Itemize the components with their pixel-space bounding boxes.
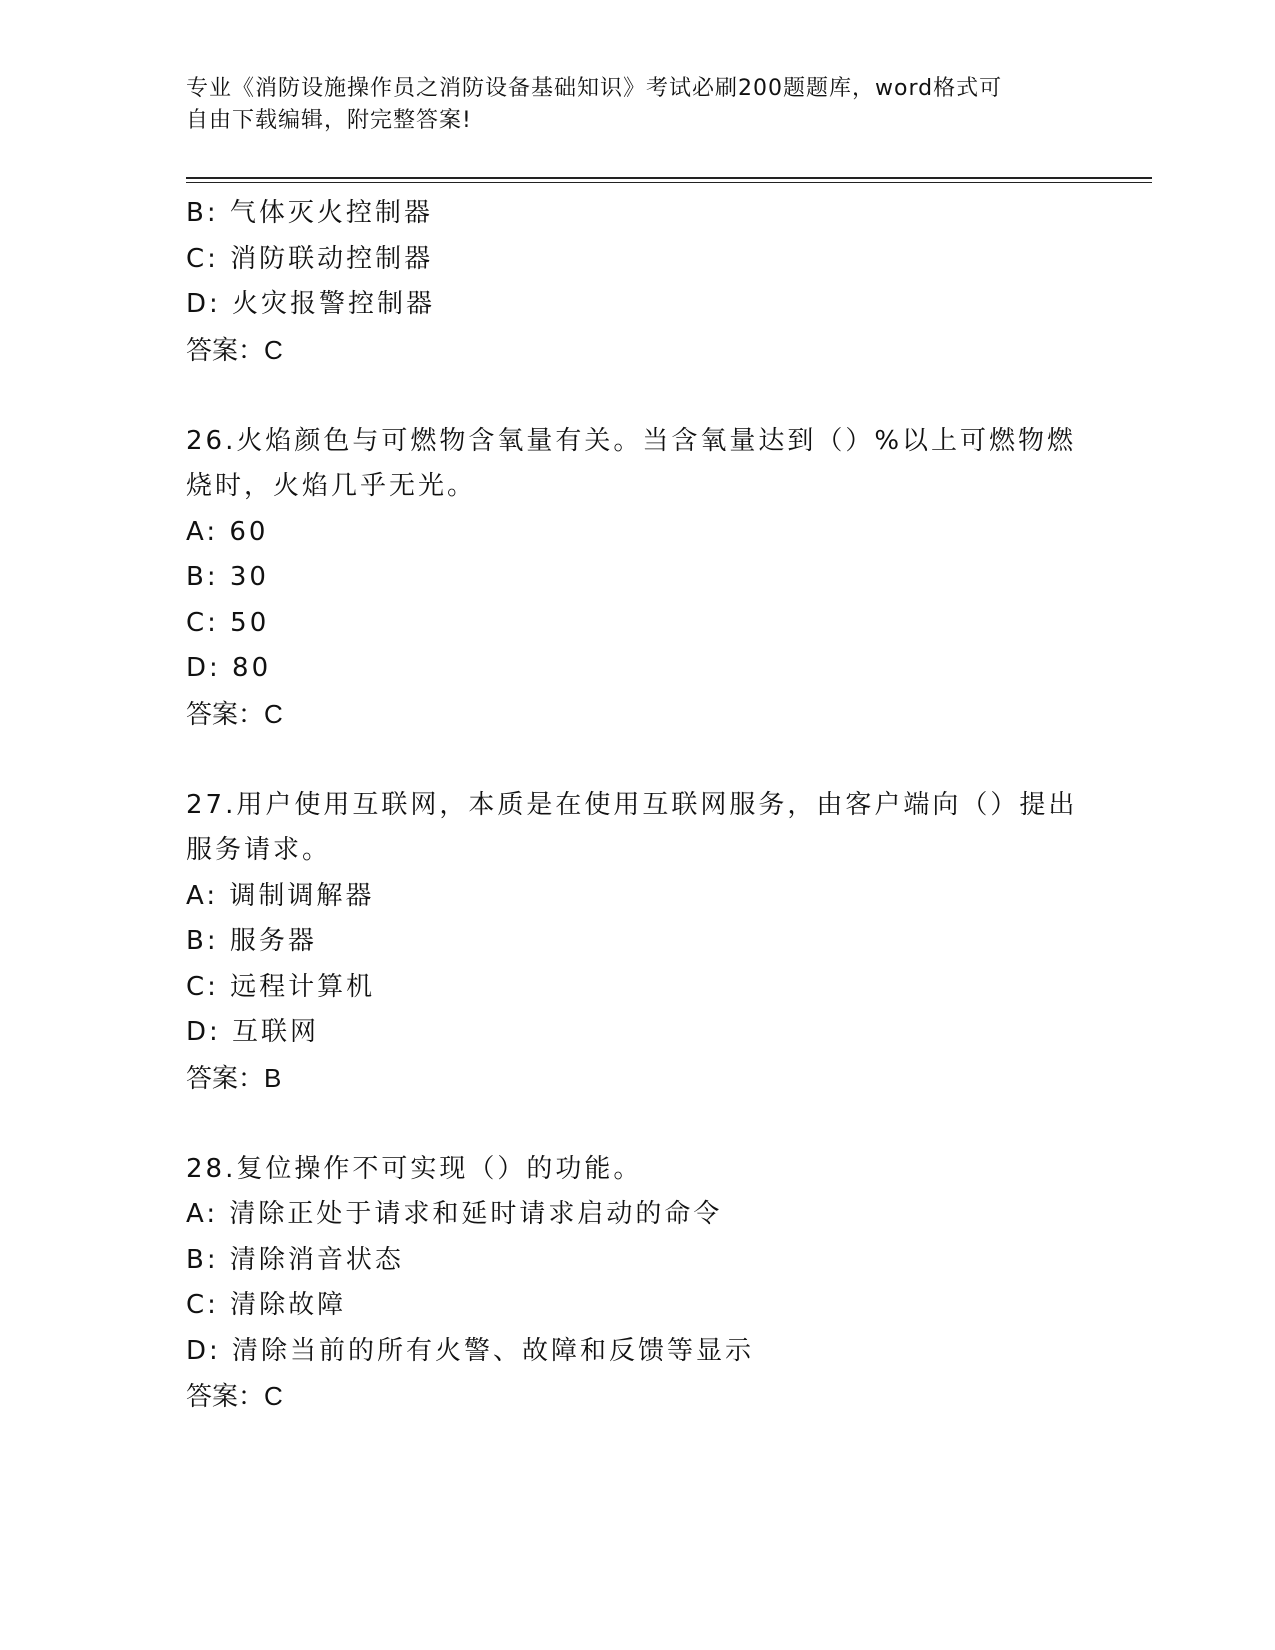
option-b: B: 服务器 bbox=[186, 926, 317, 956]
question-25-tail bbox=[186, 191, 1086, 373]
question-stem: 28.复位操作不可实现（）的功能。 bbox=[186, 1153, 643, 1184]
question-27 bbox=[186, 783, 1086, 1102]
header-line-1: 专业《消防设施操作员之消防设备基础知识》考试必刷200题题库，word格式可 bbox=[186, 76, 1003, 101]
question-stem: 26.火焰颜色与可燃物含氧量有关。当含氧量达到（）%以上可燃物燃 bbox=[186, 425, 1077, 456]
document-header bbox=[186, 73, 1066, 137]
option-a: A: 60 bbox=[186, 516, 269, 547]
answer-label: 答案：C bbox=[186, 334, 283, 365]
question-list bbox=[186, 191, 1086, 1420]
question-28 bbox=[186, 1147, 1086, 1420]
spacer bbox=[186, 373, 1086, 419]
option-b: B: 30 bbox=[186, 562, 269, 592]
option-c: C: 远程计算机 bbox=[186, 971, 376, 1002]
answer-label: 答案：C bbox=[186, 698, 283, 729]
option-d: D: 清除当前的所有火警、故障和反馈等显示 bbox=[186, 1335, 755, 1366]
answer-label: 答案：B bbox=[186, 1062, 282, 1093]
option-a: A: 调制调解器 bbox=[186, 880, 375, 911]
option-c: C: 50 bbox=[186, 607, 270, 638]
question-stem: 27.用户使用互联网，本质是在使用互联网服务，由客户端向（）提出 bbox=[186, 789, 1078, 820]
question-stem-cont: 服务请求。 bbox=[186, 835, 332, 865]
option-c: C: 消防联动控制器 bbox=[186, 243, 434, 274]
header-rule-thin bbox=[186, 182, 1152, 183]
question-26 bbox=[186, 419, 1086, 738]
header-line-2: 自由下载编辑，附完整答案! bbox=[186, 108, 472, 133]
question-stem-cont: 烧时，火焰几乎无光。 bbox=[186, 471, 477, 501]
header-rule-thick bbox=[186, 177, 1152, 179]
option-c: C: 清除故障 bbox=[186, 1290, 347, 1320]
option-b: B: 气体灭火控制器 bbox=[186, 198, 433, 228]
option-d: D: 80 bbox=[186, 653, 272, 683]
option-d: D: 火灾报警控制器 bbox=[186, 289, 436, 319]
spacer bbox=[186, 1101, 1086, 1147]
answer-label: 答案：C bbox=[186, 1381, 283, 1411]
spacer bbox=[186, 737, 1086, 783]
option-b: B: 清除消音状态 bbox=[186, 1244, 404, 1275]
option-d: D: 互联网 bbox=[186, 1017, 320, 1047]
option-a: A: 清除正处于请求和延时请求启动的命令 bbox=[186, 1199, 723, 1229]
